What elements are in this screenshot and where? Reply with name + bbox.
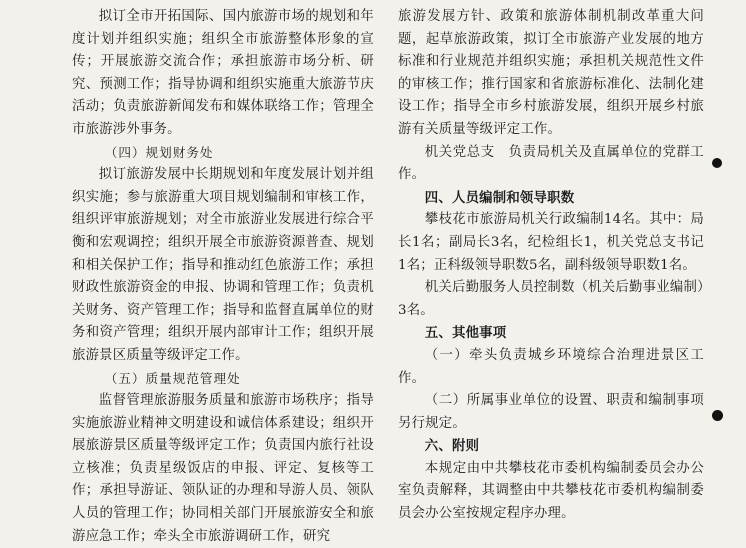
paragraph-tourism-promotion: 拟订全市开拓国际、国内旅游市场的规划和年度计划并组织实施；组织全市旅游整体形象的宣传；开展旅游交流合作；承担旅游市场分析、研究、预测工作；指导协调和组织实施重大旅游节庆活动；负责旅游新闻发布和媒体联络工作；管理全市旅游涉外事务。 [72,9,374,137]
paragraph-policy-research: 旅游发展方针、政策和旅游体制机制改革重大问题，起草旅游政策，拟订全市旅游产业发展的地方标准和行业规范并组织实施；承担机关规范性文件的审核工作；推行国家和省旅游标准化、法制化建设工作；指导全市乡村旅游发展，组织开展乡村旅游有关质量等级评定工作。 [398,9,704,137]
binding-hole-mark-top [712,158,722,168]
paragraph-other-matter-2: （二）所属事业单位的设置、职责和编制事项另行规定。 [398,393,704,431]
left-column [72,6,374,548]
paragraph-other-matter-1: （一）牵头负责城乡环境综合治理进景区工作。 [398,347,704,386]
heading-staffing: 四、人员编制和领导职数 [424,189,575,206]
paragraph-supplementary: 本规定由中共攀枝花市委机构编制委员会办公室负责解释，其调整由中共攀枝花市委机构编制委员会办公室按规定程序办理。 [398,460,704,522]
section-title-planning-finance: （四）规划财务处 [104,144,214,160]
paragraph-logistics-staff: 机关后勤服务人员控制数（机关后勤事业编制）3名。 [398,280,704,318]
paragraph-staffing: 攀枝花市旅游局机关行政编制14名。其中：局长1名；副局长3名，纪检组长1，机关党总支书记1名；正科级领导职数5名，副科级领导职数1名。 [398,212,704,273]
binding-hole-mark-bottom [712,410,723,421]
paragraph-party-branch: 机关党总支 负责局机关及直属单位的党群工作。 [398,144,704,183]
right-column [398,6,704,526]
heading-supplementary: 六、附则 [424,438,480,455]
paragraph-quality-management: 监督管理旅游服务质量和旅游市场秩序；指导实施旅游业精神文明建设和诚信体系建设；组织开展旅游景区质量等级评定工作；负责国内旅行社设立核准；负责星级饭店的申报、评定、复核等工作；承担导游证、领队证的办理和导游人员、领队人员的管理工作；协同相关部门开展旅游安全和旅游应急工作；牵头全市旅游调研工作，研究 [72,393,374,544]
heading-other-matters: 五、其他事项 [424,325,507,342]
section-title-quality-management: （五）质量规范管理处 [104,370,241,386]
paragraph-planning-finance: 拟订旅游发展中长期规划和年度发展计划并组织实施；参与旅游重大项目规划编制和审核工作，组织评审旅游规划；对全市旅游业发展进行综合平衡和宏观调控；组织开展全市旅游资源普查、规划和相关保护工作；指导和推动红色旅游工作；承担财政性旅游资金的申报、协调和管理工作；负责机关财务、资产管理工作；指导和监督直属单位的财务和资产管理；组织开展内部审计工作；组织开展旅游景区质量等级评定工作。 [72,167,374,363]
